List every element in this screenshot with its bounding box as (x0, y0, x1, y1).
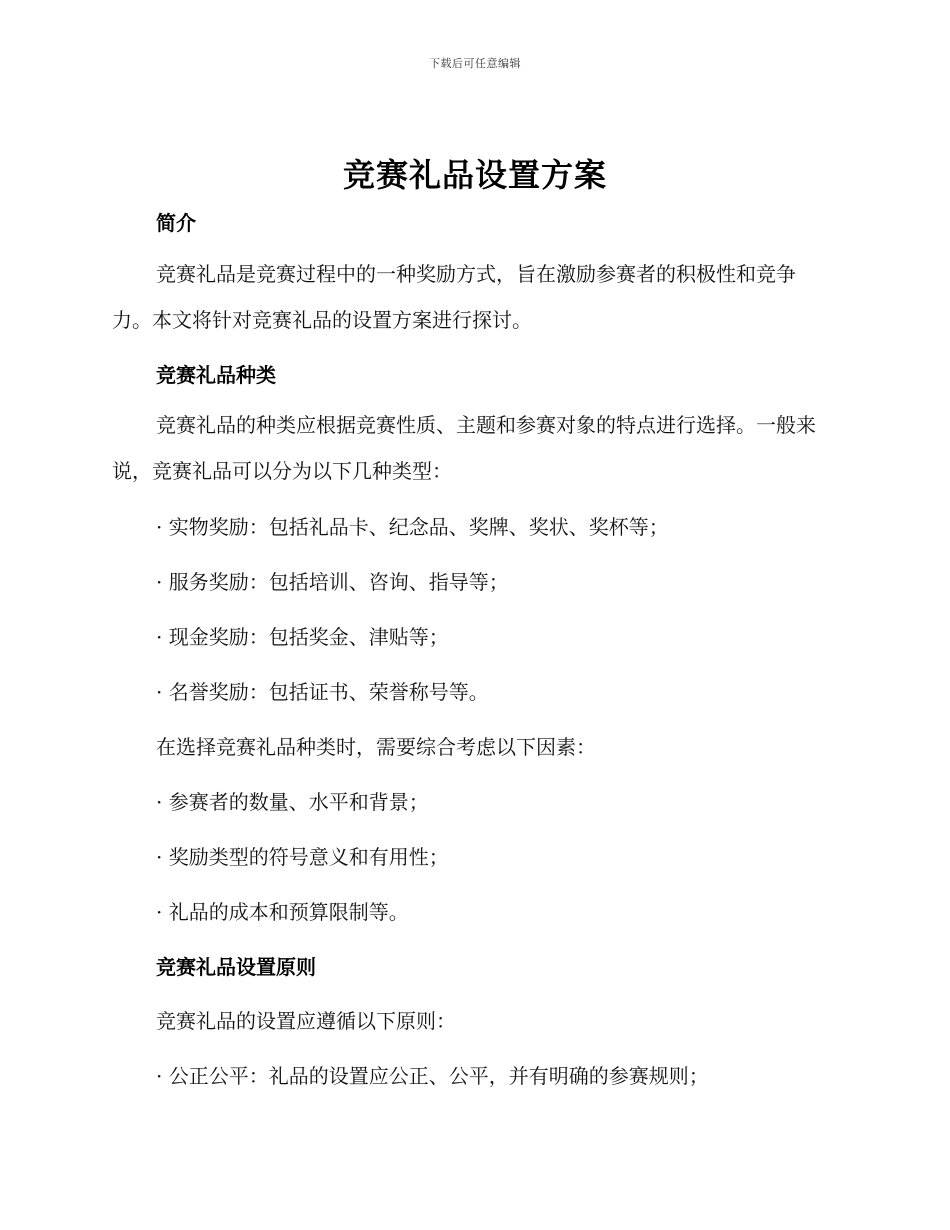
list-item: · 礼品的成本和预算限制等。 (156, 900, 409, 924)
section-heading-intro: 简介 (156, 211, 196, 235)
list-item: · 实物奖励：包括礼品卡、纪念品、奖牌、奖状、奖杯等； (156, 515, 669, 539)
page-header-note: 下载后可任意编辑 (429, 57, 521, 70)
factors-intro-text: 在选择竞赛礼品种类时，需要综合考虑以下因素： (156, 735, 596, 759)
list-item: · 现金奖励：包括奖金、津贴等； (156, 625, 449, 649)
list-item: · 奖励类型的符号意义和有用性； (156, 845, 449, 869)
list-item: · 名誉奖励：包括证书、荣誉称号等。 (156, 680, 489, 704)
intro-paragraph: 竞赛礼品是竞赛过程中的一种奖励方式，旨在激励参赛者的积极性和竞争力。本文将针对竞赛礼品的设置方案进行探讨。 (112, 262, 796, 332)
list-item: · 服务奖励：包括培训、咨询、指导等； (156, 570, 509, 594)
document-title: 竞赛礼品设置方案 (342, 156, 607, 194)
principles-intro-text: 竞赛礼品的设置应遵循以下原则： (156, 1009, 456, 1033)
list-item: · 参赛者的数量、水平和背景； (156, 790, 429, 814)
section-heading-principles: 竞赛礼品设置原则 (156, 955, 316, 979)
gift-types-paragraph: 竞赛礼品的种类应根据竞赛性质、主题和参赛对象的特点进行选择。一般来说，竞赛礼品可以分为以下几种类型： (112, 413, 816, 483)
list-item: · 公正公平：礼品的设置应公正、公平，并有明确的参赛规则； (156, 1064, 709, 1088)
section-heading-gift-types: 竞赛礼品种类 (156, 363, 276, 387)
